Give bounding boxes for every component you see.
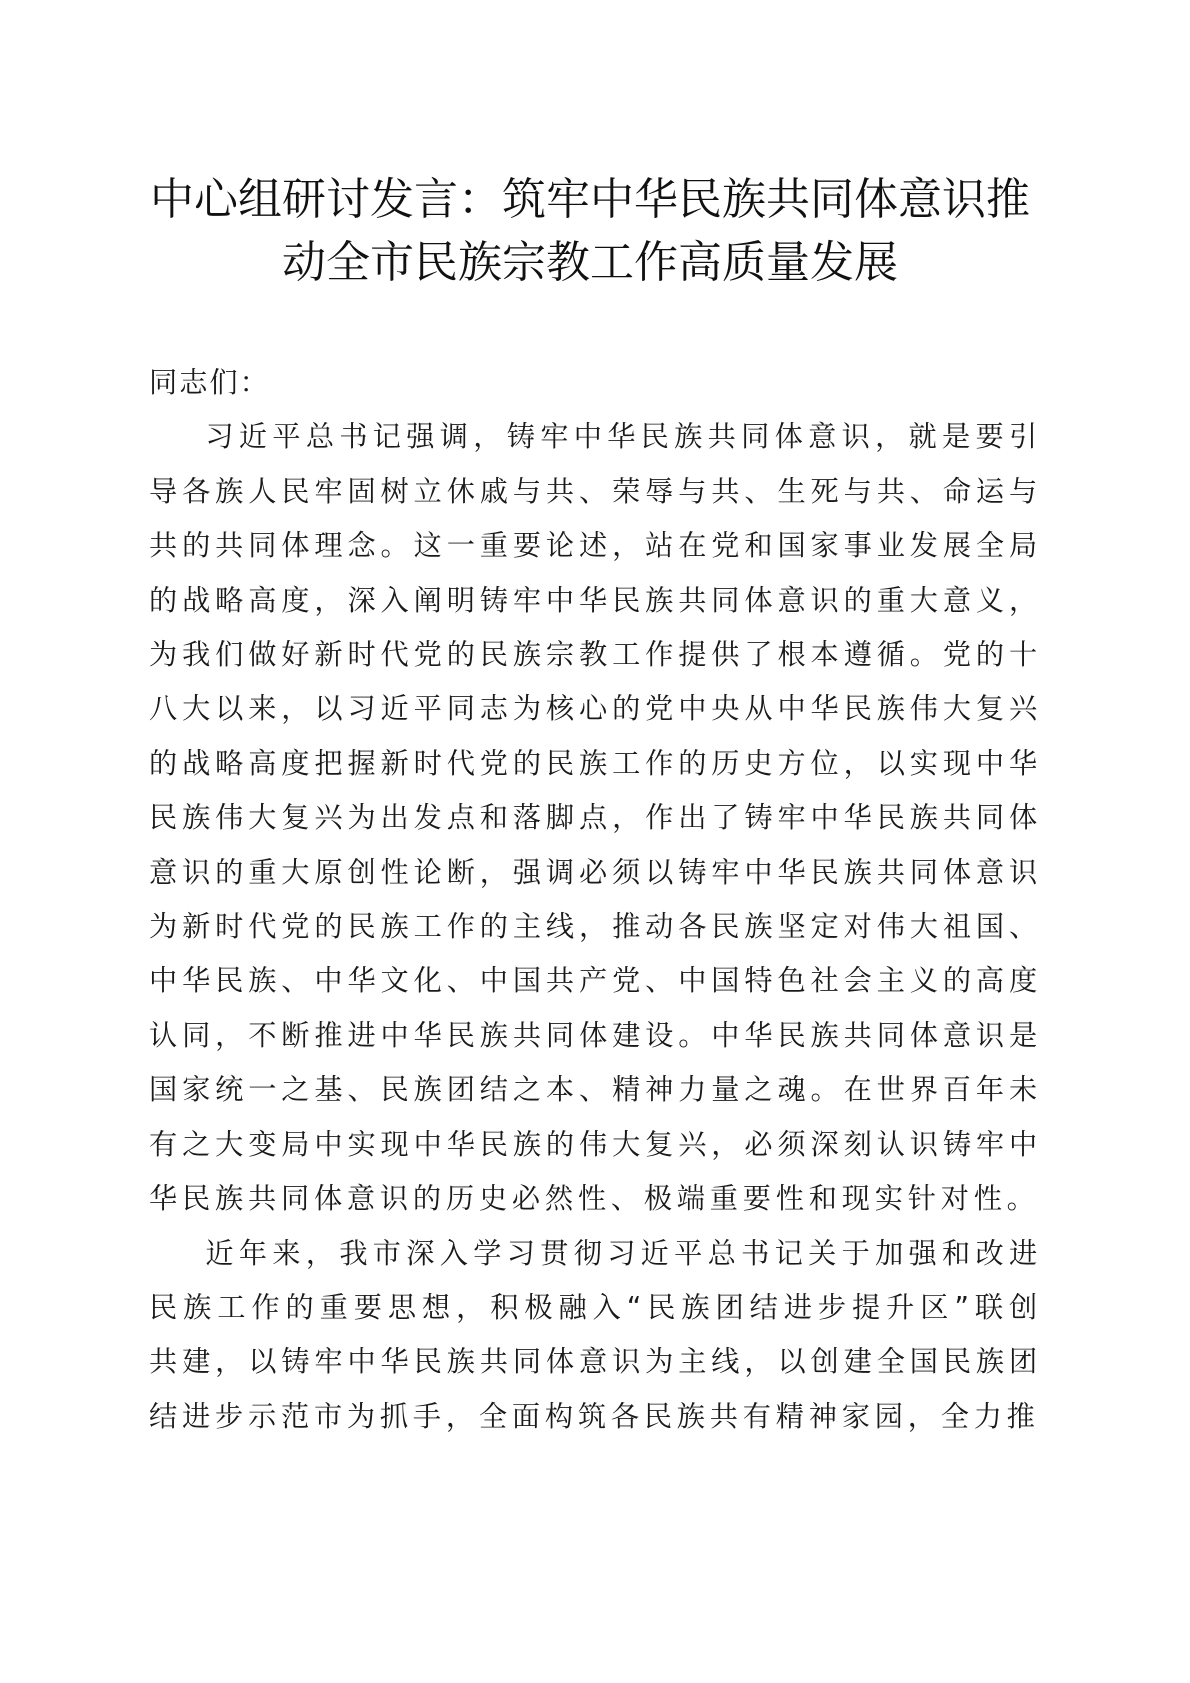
document-body [149, 356, 1042, 1444]
salutation: 同志们： [149, 366, 270, 399]
document-title: 中心组研讨发言：筑牢中华民族共同体意识推动全市民族宗教工作高质量发展 [150, 174, 1030, 288]
paragraph-1: 习近平总书记强调，铸牢中华民族共同体意识，就是要引导各族人民牢固树立休戚与共、荣辱与共、生死与共、命运与共的共同体理念。这一重要论述，站在党和国家事业发展全局的战略高度，深入阐明铸牢中华民族共同体意识的重大意义，为我们做好新时代党的民族宗教工作提供了根本遵循。党的十八大以来，以习近平同志为核心的党中央从中华民族伟大复兴的战略高度把握新时代党的民族工作的历史方位，以实现中华民族伟大复兴为出发点和落脚点，作出了铸牢中华民族共同体意识的重大原创性论断，强调必须以铸牢中华民族共同体意识为新时代党的民族工作的主线，推动各民族坚定对伟大祖国、中华民族、中华文化、中国共产党、中国特色社会主义的高度认同，不断推进中华民族共同体建设。中华民族共同体意识是国家统一之基、民族团结之本、精神力量之魂。在世界百年未有之大变局中实现中华民族的伟大复兴，必须深刻认识铸牢中华民族共同体意识的历史必然性、极端重要性和现实针对性。 [149, 420, 1042, 1216]
paragraph-2: 近年来，我市深入学习贯彻习近平总书记关于加强和改进民族工作的重要思想，积极融入“民族团结进步提升区”联创共建，以铸牢中华民族共同体意识为主线，以创建全国民族团结进步示范市为抓手，全面构筑各民族共有精神家园，全力推 [149, 1236, 1042, 1433]
